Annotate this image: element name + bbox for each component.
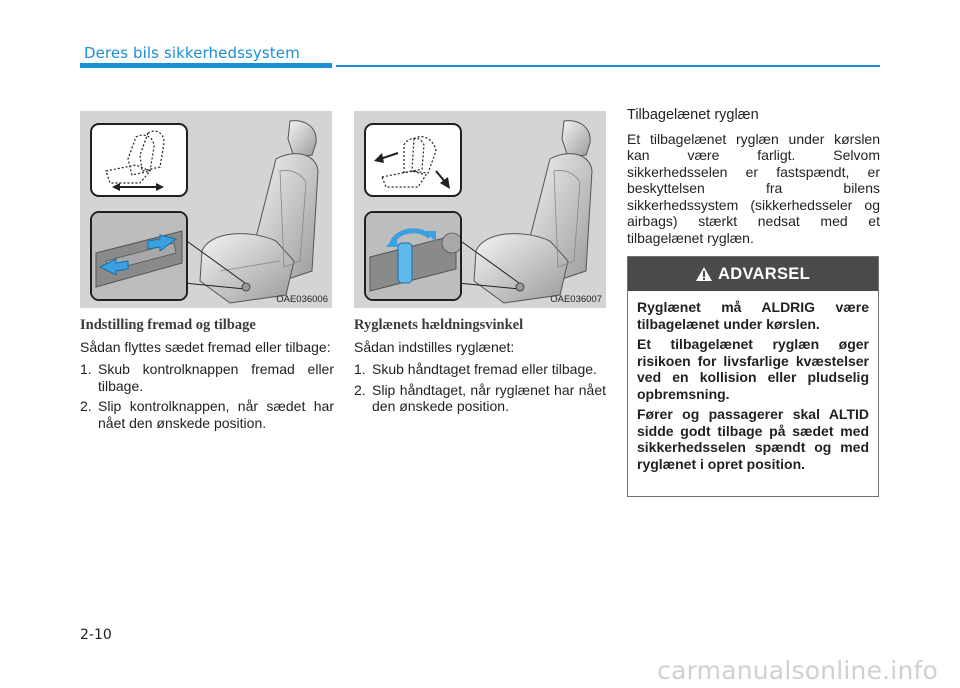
section-slide-adjustment — [80, 317, 334, 435]
list-item — [354, 382, 606, 415]
section-intro: Sådan flyttes sædet fremad eller tilbage: — [80, 338, 331, 355]
step-text: Slip håndtaget, når ryglænet har nået den ønskede position. — [372, 381, 606, 414]
step-number: 2. — [80, 398, 92, 414]
inset-slide-control-closeup — [90, 211, 188, 301]
section-heading: Indstilling fremad og tilbage — [80, 317, 256, 333]
figure-code: OAE036006 — [276, 294, 328, 305]
section-intro: Sådan indstilles ryglænet: — [354, 338, 515, 355]
section-heading: Ryglænets hældningsvinkel — [354, 317, 524, 333]
watermark: carmanualsonline.info — [657, 656, 938, 685]
inset-recline-lever-closeup — [364, 211, 462, 301]
inset-seat-slide-diagram — [90, 123, 188, 197]
list-item — [80, 361, 334, 394]
header-rule — [336, 65, 880, 67]
step-text: Skub kontrolknappen fremad eller tilbage. — [98, 361, 334, 394]
warning-title: ADVARSEL — [718, 264, 810, 283]
list-item — [80, 398, 334, 431]
list-item — [354, 361, 606, 378]
warning-paragraph: Et tilbagelænet ryglæn øger risikoen for livsfarlige kvæstelser ved en kollision eller pludselig opbremsning. — [637, 336, 869, 402]
page-number: 2-10 — [80, 627, 112, 643]
section-heading: Tilbagelænet ryglæn — [627, 107, 759, 123]
step-number: 2. — [354, 381, 366, 398]
section-header-title: Deres bils sikkerhedssystem — [84, 44, 300, 62]
warning-triangle-icon — [696, 267, 712, 281]
step-number: 1. — [80, 361, 92, 377]
step-number: 1. — [354, 361, 366, 377]
warning-paragraph: Ryglænet må ALDRIG være tilbagelænet under kørslen. — [637, 299, 869, 332]
warning-body — [628, 291, 878, 472]
figure-seat-slide-adjustment — [80, 111, 332, 308]
inset-recline-diagram — [364, 123, 462, 197]
section-reclined-seatback — [627, 107, 880, 251]
header-accent-bar — [80, 63, 332, 68]
section-recline-angle — [354, 317, 606, 419]
warning-paragraph: Fører og passagerer skal ALTID sidde godt tilbage på sædet med sikkerhedsselen spændt og med ryglænet i opret position. — [637, 406, 869, 472]
section-body: Et tilbagelænet ryglæn under kørslen kan være farligt. Selvom sikkerhedsselen er fastspændt, er beskyttelsen fra bilens sikkerhedssystem (sikkerhedsseler og airbags) stærkt nedsat med et tilbagelænet ryglæn. — [627, 130, 880, 246]
step-text: Skub håndtaget fremad eller tilbage. — [372, 361, 597, 377]
warning-header — [628, 257, 878, 291]
figure-seatback-recline — [354, 111, 606, 308]
figure-code: OAE036007 — [550, 294, 602, 305]
warning-box — [627, 256, 879, 497]
step-text: Slip kontrolknappen, når sædet har nået den ønskede position. — [98, 398, 334, 431]
